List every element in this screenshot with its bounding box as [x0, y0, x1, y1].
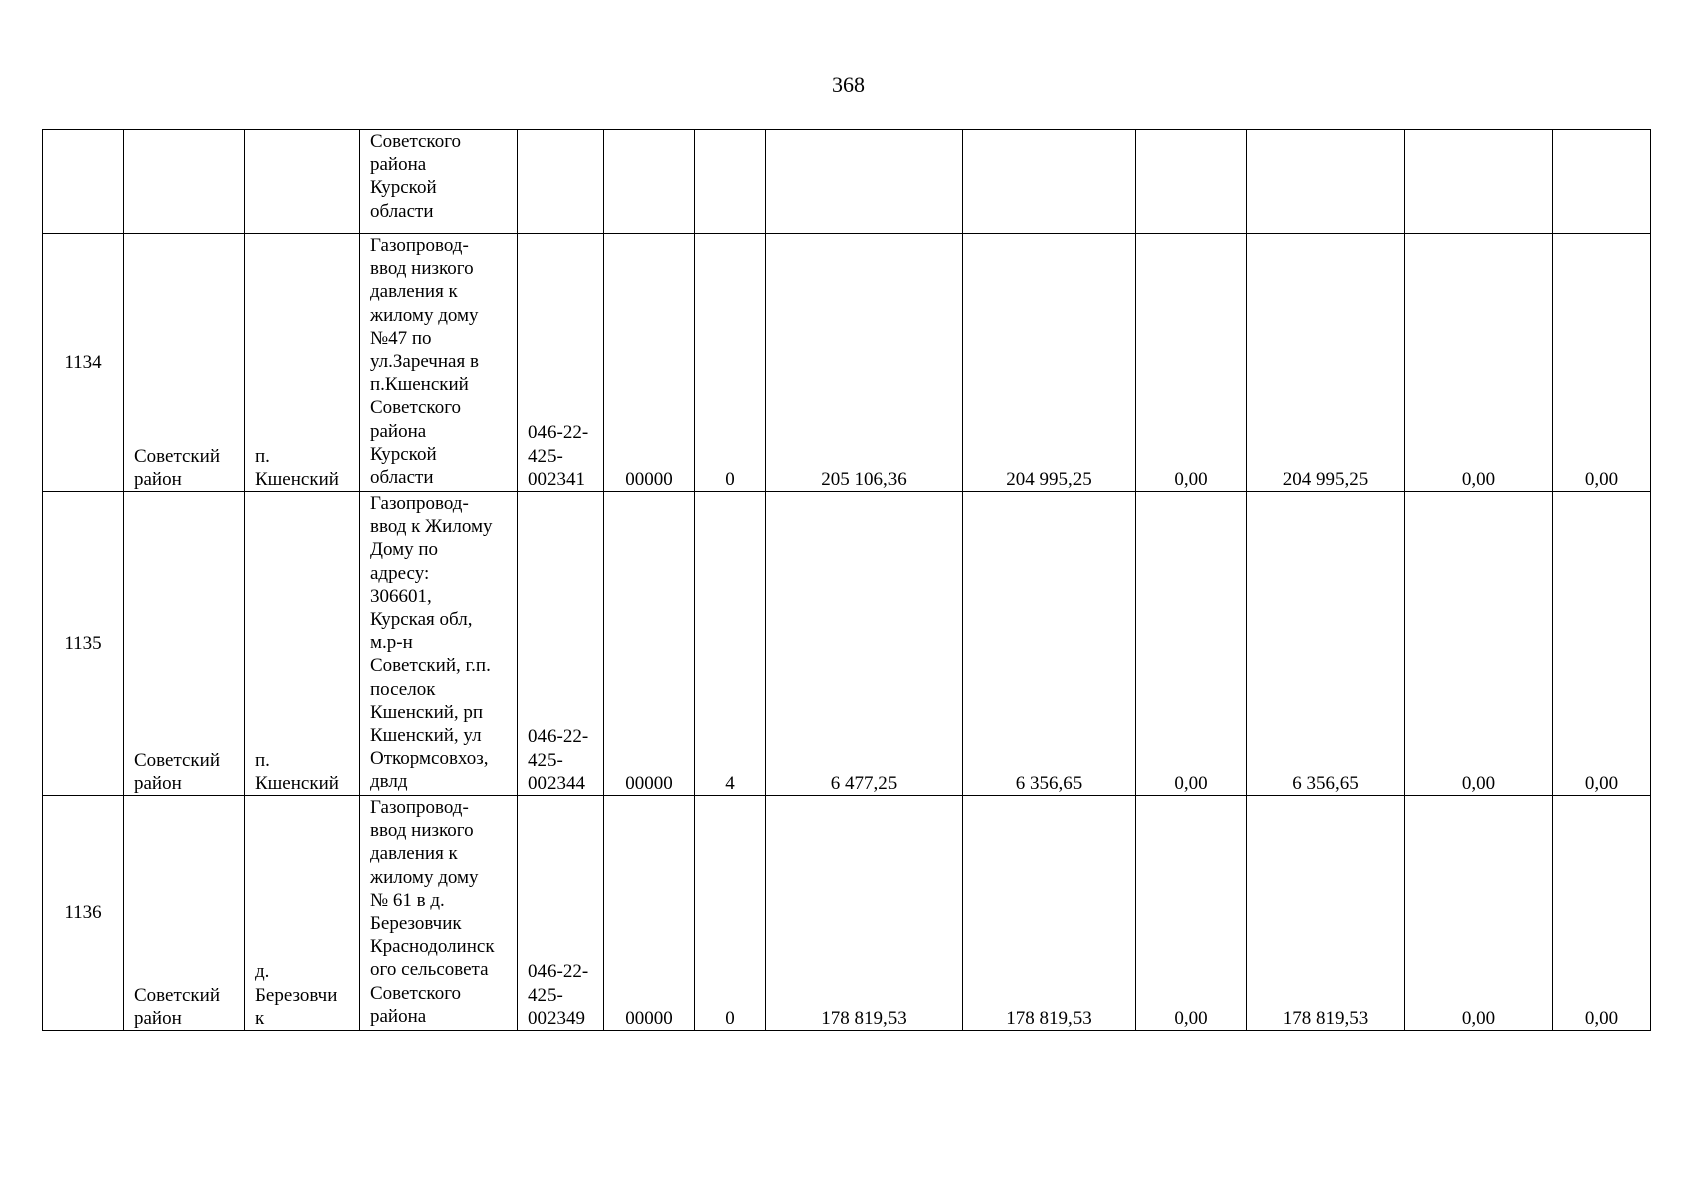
- value3-cell: [1136, 130, 1247, 234]
- table-row-continuation: [43, 130, 1651, 234]
- settlement-cell: [245, 130, 360, 234]
- row-number-cell: 1135: [43, 492, 124, 796]
- object-description-cell: Советского района Курской области: [360, 130, 518, 234]
- district-cell: Советский район: [124, 492, 245, 796]
- district-cell: Советский район: [124, 234, 245, 492]
- row-number-cell: 1136: [43, 796, 124, 1031]
- code2-cell: 00000: [604, 234, 695, 492]
- object-description-cell: Газопровод- ввод низкого давления к жилому дому №47 по ул.Заречная в п.Кшенский Советского района Курской области: [360, 234, 518, 492]
- value3-cell: 0,00: [1136, 492, 1247, 796]
- code2-cell: 00000: [604, 796, 695, 1031]
- table-row: [43, 796, 1651, 1031]
- value1-cell: [766, 130, 963, 234]
- value2-cell: 6 356,65: [963, 492, 1136, 796]
- qty-cell: 4: [695, 492, 766, 796]
- value4-cell: 204 995,25: [1247, 234, 1405, 492]
- value3-cell: 0,00: [1136, 234, 1247, 492]
- row-number-cell: 1134: [43, 234, 124, 492]
- value1-cell: 178 819,53: [766, 796, 963, 1031]
- code-cell: 046-22- 425- 002344: [518, 492, 604, 796]
- qty-cell: 0: [695, 796, 766, 1031]
- value4-cell: [1247, 130, 1405, 234]
- value5-cell: [1405, 130, 1553, 234]
- value6-cell: 0,00: [1553, 796, 1651, 1031]
- value5-cell: 0,00: [1405, 234, 1553, 492]
- qty-cell: 0: [695, 234, 766, 492]
- code-cell: 046-22- 425- 002349: [518, 796, 604, 1031]
- value6-cell: [1553, 130, 1651, 234]
- value5-cell: 0,00: [1405, 796, 1553, 1031]
- value1-cell: 205 106,36: [766, 234, 963, 492]
- asset-registry-table: [42, 129, 1651, 1031]
- page-number: 368: [832, 72, 865, 97]
- table-row: [43, 234, 1651, 492]
- value2-cell: 204 995,25: [963, 234, 1136, 492]
- row-number-cell: [43, 130, 124, 234]
- code2-cell: 00000: [604, 492, 695, 796]
- value3-cell: 0,00: [1136, 796, 1247, 1031]
- settlement-cell: д. Березовчи к: [245, 796, 360, 1031]
- settlement-cell: п. Кшенский: [245, 234, 360, 492]
- settlement-cell: п. Кшенский: [245, 492, 360, 796]
- value6-cell: 0,00: [1553, 234, 1651, 492]
- code2-cell: [604, 130, 695, 234]
- value2-cell: 178 819,53: [963, 796, 1136, 1031]
- code-cell: [518, 130, 604, 234]
- qty-cell: [695, 130, 766, 234]
- value6-cell: 0,00: [1553, 492, 1651, 796]
- district-cell: [124, 130, 245, 234]
- value4-cell: 178 819,53: [1247, 796, 1405, 1031]
- object-description-cell: Газопровод- ввод к Жилому Дому по адресу: 306601, Курская обл, м.р-н Советский, г.п. поселок Кшенский, рп Кшенский, ул Откормсовхоз, двлд: [360, 492, 518, 796]
- object-description-cell: Газопровод- ввод низкого давления к жилому дому № 61 в д. Березовчик Краснодолинск ого сельсовета Советского района: [360, 796, 518, 1031]
- code-cell: 046-22- 425- 002341: [518, 234, 604, 492]
- district-cell: Советский район: [124, 796, 245, 1031]
- value1-cell: 6 477,25: [766, 492, 963, 796]
- value2-cell: [963, 130, 1136, 234]
- value5-cell: 0,00: [1405, 492, 1553, 796]
- table-row: [43, 492, 1651, 796]
- value4-cell: 6 356,65: [1247, 492, 1405, 796]
